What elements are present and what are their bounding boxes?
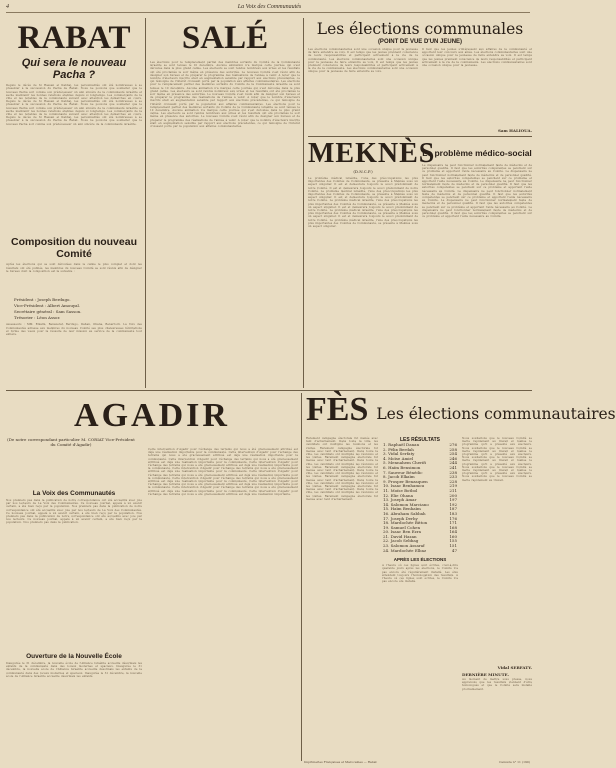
fes-col-1 <box>306 437 378 737</box>
vote-count: 187 <box>449 506 457 512</box>
agadir-section-title: La Voix des Communautés <box>32 490 116 497</box>
vote-count: 192 <box>449 501 457 507</box>
vote-count: 155 <box>449 538 457 544</box>
rabat-title: RABAT <box>17 20 131 56</box>
fes-heading: Les élections communautaires <box>376 405 616 423</box>
vote-count: 200 <box>449 492 457 498</box>
officer-line: Trésorier : Léon Assor. <box>14 315 61 321</box>
sale-body: Les élections pour le remplacement partiel des membres sortants du Comité de la Communauté israélite se sont tenues le 10 décembre. Aucune animation n'a marqué cette journée qui s'est déroulée dans le plus grand calme. Les électeurs se sont rendus nombreux aux urnes et les résultats ont été proclamés le soir même en présence des autorités. Le nouveau Comité s'est réuni afin de désigner son bureau et de préparer le programme des réalisations de l'année à venir. A noter que le nombre d'électeurs inscrits était en augmentation sensible par rapport aux élections précédentes, ce qui témoigne de l'intérêt croissant porté par la population aux affaires communautaires. Les élections pour le remplacement partiel des membres sortants du Comité de la Communauté israélite se sont tenues le 10 décembre. Aucune animation n'a marqué cette journée qui s'est déroulée dans le plus grand calme. Les électeurs se sont rendus nombreux aux urnes et les résultats ont été proclamés le soir même en présence des autorités. Le nouveau Comité s'est réuni afin de désigner son bureau et de préparer le programme des réalisations de l'année à venir. A noter que le nombre d'électeurs inscrits était en augmentation sensible par rapport aux élections précédentes, ce qui témoigne de l'intérêt croissant porté par la population aux affaires communautaires. Les élections pour le remplacement partiel des membres sortants du Comité de la Communauté israélite se sont tenues le 10 décembre. Aucune animation n'a marqué cette journée qui s'est déroulée dans le plus grand calme. Les électeurs se sont rendus nombreux aux urnes et les résultats ont été proclamés le soir même en présence des autorités. Le nouveau Comité s'est réuni afin de désigner son bureau et de préparer le programme des réalisations de l'année à venir. A noter que le nombre d'électeurs inscrits était en augmentation sensible par rapport aux élections précédentes, ce qui témoigne de l'intérêt croissant porté par la population aux affaires communautaires. <box>150 61 300 129</box>
fes-signature: Vidal SERFATY. <box>497 665 532 670</box>
candidate-name: 19. Samuel Cohen <box>383 524 421 530</box>
fes-body: Rarement campagne électorale fut menée avec tant d'acharnement. Dans toute la ville, les candidats ont multiplié les réunions et les visites. Rarement campagne électorale fut menée avec tant d'acharnement. Dans toute la ville, les candidats ont multiplié les réunions et les visites. Rarement campagne électorale fut menée avec tant d'acharnement. Dans toute la ville, les candidats ont multiplié les réunions et les visites. Rarement campagne électorale fut menée avec tant d'acharnement. Dans toute la ville, les candidats ont multiplié les réunions et les visites. Rarement campagne électorale fut menée avec tant d'acharnement. Dans toute la ville, les candidats ont multiplié les réunions et les visites. Rarement campagne électorale fut menée avec tant d'acharnement. Dans toute la ville, les candidats ont multiplié les réunions et les visites. Rarement campagne électorale fut menée avec tant d'acharnement. <box>306 437 378 501</box>
rabat-body-end: Assesseurs : MM. Elkaïm, Benazeraf, Berdugo, Dahan, Ohana, Benarroch. La Voix des Communautés adresse aux membres du nouveau Comité ses plus chaleureuses félicitations et forme des vœux pour la réussite de leur mission au service de la communauté tout entière. <box>6 323 142 336</box>
candidate-name: 7. Sauveur Bénédic <box>383 469 423 475</box>
last-minute-title: DERNIÈRE MINUTE. <box>462 672 510 677</box>
candidate-name: 9. Prosper Benzaquen <box>383 478 428 484</box>
agadir-body: Nos premiers pas dans la publication de notre correspondance ont été accueillis avec joie par nos lecteurs de La Voix des Communautés. Ce nouveau journal, appelé à un avenir certain, a été bien reçu par la population. Nos premiers pas dans la publication de notre correspondance ont été accueillis avec joie par nos lecteurs de La Voix des Communautés. Ce nouveau journal, appelé à un avenir certain, a été bien reçu par la population. Nos premiers pas dans la publication de notre correspondance ont été accueillis avec joie par nos lecteurs. Ce nouveau journal, appelé à un avenir certain, a été bien reçu par la population. Nos premiers pas dans la publication. <box>6 499 142 525</box>
medical-body: Le dispensaire ne peut fonctionner normalement faute de médecins et de personnel qualifié. Il faut que les autorités compétentes se penchent sur ce problème et apportent l'aide nécessaire au Comité. Le dispensaire ne peut fonctionner normalement faute de médecins et de personnel qualifié. Il faut que les autorités compétentes se penchent sur ce problème et apportent l'aide nécessaire au Comité. Le dispensaire ne peut fonctionner normalement faute de médecins et de personnel qualifié. Il faut que les autorités compétentes se penchent sur ce problème et apportent l'aide nécessaire au Comité. Le dispensaire ne peut fonctionner normalement faute de médecins et de personnel qualifié. Il faut que les autorités compétentes se penchent sur ce problème et apportent l'aide nécessaire au Comité. Le dispensaire ne peut fonctionner normalement faute de médecins et de personnel qualifié. Il faut que les autorités compétentes se penchent sur ce problème et apportent l'aide nécessaire au Comité. Le dispensaire ne peut fonctionner normalement faute de médecins et de personnel qualifié. Il faut que les autorités compétentes se penchent sur ce problème et apportent l'aide nécessaire au Comité. <box>422 164 532 219</box>
results-table <box>382 443 458 553</box>
candidate-name: 22. Jacob Sebbag <box>383 538 419 544</box>
printer-line: Imprimeries Françaises et Marocaines — Rabat <box>304 760 377 764</box>
candidate-name: 11. Moïse Botbol <box>383 487 418 493</box>
vote-count: 160 <box>449 533 457 539</box>
vote-count: 197 <box>449 497 457 503</box>
vote-count: 47 <box>451 547 457 553</box>
column-divider <box>145 18 146 388</box>
agadir-col-1 <box>6 490 142 760</box>
agadir-byline: (De notre correspondant particulier M. CORIAT Vice-Président du Comité d'Agadir) <box>7 437 135 447</box>
candidate-name: 13. Joseph Amar <box>383 497 417 503</box>
elections-subtitle: (POINT DE VUE D'UN JEUNE) <box>377 39 463 45</box>
fes-body: Au moment de mettre sous presse, nous apprenons que les résultats viennent d'être homologués et que le Comité sera installé prochainement. <box>462 678 532 691</box>
medical-title: Le problème médico-social <box>422 148 532 158</box>
vote-count: 233 <box>449 474 457 480</box>
candidate-name: 4. Moïse Amiel <box>383 455 414 461</box>
candidate-name: 8. Jacob Elkaïm <box>383 474 415 480</box>
candidate-name: 21. David Hazan <box>383 533 417 539</box>
censor-line: Censure n° 11 (190) <box>499 760 530 764</box>
sale-title: SALÉ <box>181 20 269 56</box>
candidate-name: 17. Joseph Derhy <box>383 515 418 521</box>
agadir-section-title: Ouverture de la Nouvelle École <box>26 653 122 660</box>
vote-count: 183 <box>449 510 457 516</box>
rabat-column <box>6 18 142 388</box>
meknes-body: Le problème médical israélite, l'une des préoccupations les plus importantes des Comités de Communauté, se présente à Meknès sous un aspect singulier. Il est et demeurera toujours le souci prédominant de notre Comité. Il est et demeurera toujours le souci prédominant de notre Comité. Le problème médical israélite, l'une des préoccupations les plus importantes des Comités de Communauté, se présente à Meknès sous un aspect singulier. Il est et demeurera toujours le souci prédominant de notre Comité. Le problème médical israélite, l'une des préoccupations les plus importantes des Comités de Communauté, se présente à Meknès sous un aspect singulier. Il est et demeurera toujours le souci prédominant de notre Comité. Le problème médical israélite, l'une des préoccupations les plus importantes des Comités de Communauté, se présente à Meknès sous un aspect singulier. Il est et demeurera toujours le souci prédominant de notre Comité. Le problème médical israélite, l'une des préoccupations les plus importantes des Comités de Communauté, se présente à Meknès sous un aspect singulier. <box>308 177 418 229</box>
officer-line: Vice-Président : Albert Amouyal. <box>14 303 81 309</box>
vote-count: 219 <box>449 483 457 489</box>
meknes-column <box>308 138 436 388</box>
candidate-name: 5. Mennahem Cherifi <box>383 460 426 466</box>
vote-count: 228 <box>449 478 457 484</box>
composition-title: Composition du nouveau Comité <box>11 236 137 261</box>
candidate-name: 10. Isaac Benhamou <box>383 483 425 489</box>
vote-count: 211 <box>449 487 457 493</box>
meknes-tag: (D.N.C.P.) <box>353 169 373 174</box>
publication-name: La Voix des Communautés <box>237 4 302 10</box>
elections-block <box>308 18 532 134</box>
candidate-name: 14. Salomon Marciano <box>383 501 429 507</box>
results-row <box>382 549 458 554</box>
candidate-name: 24. Mardochée Elbaz <box>383 547 427 553</box>
vote-count: 151 <box>449 543 457 549</box>
vote-count: 164 <box>449 529 457 535</box>
rabat-body: Depuis le décès de Si Hassan el Kabbaj, les personnalités ont été nombreuses à se présenter à la succession du Pacha de Rabat. Nous ne pouvons que souhaiter que le nouveau Pacha soit comme son prédécesseur un ami sincère de la communauté israélite et sache maintenir les bonnes relations établies depuis si longtemps. Les commerçants de la ville et les notables de la communauté suivent avec attention les démarches en cours. Depuis le décès de Si Hassan el Kabbaj, les personnalités ont été nombreuses à se présenter à la succession du Pacha de Rabat. Nous ne pouvons que souhaiter que le nouveau Pacha soit comme son prédécesseur un ami sincère de la communauté israélite et sache maintenir les bonnes relations établies depuis si longtemps. Les commerçants de la ville et les notables de la communauté suivent avec attention les démarches en cours. Depuis le décès de Si Hassan el Kabbaj, les personnalités ont été nombreuses à se présenter à la succession du Pacha de Rabat. Nous ne pouvons que souhaiter que le nouveau Pacha soit comme son prédécesseur un ami sincère de la communauté israélite. <box>6 84 142 126</box>
candidate-name: 15. Haïm Benhaïm <box>383 506 421 512</box>
results-title: LES RÉSULTATS <box>400 437 440 443</box>
vote-count: 168 <box>449 524 457 530</box>
after-elections-title: APRÈS LES ÉLECTIONS <box>393 557 447 563</box>
column-divider <box>301 393 302 761</box>
fes-header <box>306 391 616 433</box>
elections-title: Les élections communales <box>316 20 524 38</box>
fes-body: A l'heure où ces lignes sont écrites, c'est-à-dire quarante jours après les élections, le Comité n'a pas encore été régulièrement installé. Les élus attendent toujours l'homologation des résultats. A l'heure où ces lignes sont écrites, le Comité n'a pas encore été installé. <box>382 564 458 584</box>
candidate-name: 23. Salomon Assaraf <box>383 543 425 549</box>
vote-count: 176 <box>449 515 457 521</box>
fes-title: FÈS <box>306 391 369 428</box>
vote-count: 254 <box>449 451 457 457</box>
section-divider <box>308 136 532 137</box>
officers-list <box>6 297 142 321</box>
elections-body: Les élections communautaires sont une occasion unique pour la jeunesse de faire entendre sa voix. Il est temps que les jeunes prennent conscience de leurs responsabilités et participent activement à la vie de la communauté. Les élections communautaires sont une occasion unique pour la jeunesse de faire entendre sa voix. Il est temps que les jeunes prennent conscience de leurs responsabilités et participent activement à la vie de la communauté. Les élections communautaires sont une occasion unique pour la jeunesse de faire entendre sa voix. <box>308 48 418 74</box>
fes-body: Nous souhaitons que le nouveau Comité se mette rapidement au travail et réalise le programme qu'il a présenté aux électeurs. Nous souhaitons que le nouveau Comité se mette rapidement au travail et réalise le programme qu'il a présenté aux électeurs. Nous souhaitons que le nouveau Comité se mette rapidement au travail et réalise le programme qu'il a présenté aux électeurs. Nous souhaitons que le nouveau Comité se mette rapidement au travail et réalise le programme qu'il a présenté aux électeurs. Nous souhaitons que le nouveau Comité se mette rapidement au travail. <box>462 437 532 482</box>
vote-count: 244 <box>449 460 457 466</box>
candidate-name: 1. Raphaël Danan <box>383 442 420 447</box>
column-divider <box>303 18 304 388</box>
fes-col-3 <box>462 437 532 737</box>
vote-count: 171 <box>449 520 457 526</box>
page-footer <box>304 760 530 764</box>
section-divider <box>6 390 532 391</box>
candidate-name: 18. Mardochée Bitton <box>383 520 428 526</box>
candidate-name: 20. Isaac Ben Ezra <box>383 529 422 535</box>
agadir-title: AGADIR <box>74 397 230 434</box>
candidate-name: 2. Félix Berdah <box>383 446 414 452</box>
agadir-col-2 <box>148 448 298 760</box>
medical-column <box>422 138 532 388</box>
agadir-body: Cette intervention d'Agadir pour l'échange des terrains qui nous a été gracieusement attribué est déjà une réalisation importante pour la communauté. Cette intervention d'Agadir pour l'échange des terrains qui nous a été gracieusement attribué est déjà une réalisation importante pour la communauté. Cette intervention d'Agadir pour l'échange des terrains qui nous a été gracieusement attribué est déjà une réalisation importante pour la communauté. Cette intervention d'Agadir pour l'échange des terrains qui nous a été gracieusement attribué est déjà une réalisation importante pour la communauté. Cette intervention d'Agadir pour l'échange des terrains qui nous a été gracieusement attribué est déjà une réalisation importante pour la communauté. Cette intervention d'Agadir pour l'échange des terrains qui nous a été gracieusement attribué est déjà une réalisation importante pour la communauté. Cette intervention d'Agadir pour l'échange des terrains qui nous a été gracieusement attribué est déjà une réalisation importante pour la communauté. Cette intervention d'Agadir pour l'échange des terrains qui nous a été gracieusement attribué est déjà une réalisation importante pour la communauté. Cette intervention d'Agadir pour l'échange des terrains qui nous a été gracieusement attribué est déjà une réalisation importante pour la communauté. Cette intervention d'Agadir pour l'échange des terrains qui nous a été gracieusement attribué est déjà une réalisation importante. <box>148 448 298 496</box>
page-header <box>6 4 530 13</box>
vote-count: 276 <box>449 442 457 447</box>
elections-body: Il faut que les jeunes s'intéressent aux affaires de la communauté et apportent leur concours aux aînés. Les élections communautaires sont une occasion unique pour la jeunesse de faire entendre sa voix. Il est temps que les jeunes prennent conscience de leurs responsabilités et participent activement à la vie de la communauté. Les élections communautaires sont une occasion unique pour la jeunesse. <box>422 48 532 68</box>
composition-body: Après les élections qui se sont déroulées dans le calme le plus complet et dont les résultats ont été publiés, les membres du nouveau Comité se sont réunis afin de désigner le bureau dont la composition est la suivante : <box>6 263 142 273</box>
vote-count: 238 <box>449 469 457 475</box>
vote-count: 246 <box>449 455 457 461</box>
candidate-name: 12. Elie Ohana <box>383 492 413 498</box>
sale-column <box>150 18 300 388</box>
fes-results-column <box>382 437 458 737</box>
elections-signature: Sam HALIOUA. <box>497 128 532 133</box>
page-number: 4 <box>6 4 9 10</box>
vote-count: 241 <box>449 464 457 470</box>
candidate-name: 6. Haïm Bensimon <box>383 464 421 470</box>
meknes-title: MEKNÈS <box>308 138 436 169</box>
vote-count: 258 <box>449 446 457 452</box>
officer-line: Président : Joseph Berdugo. <box>14 297 71 303</box>
candidate-name: 16. Abraham Sabbah <box>383 510 426 516</box>
agadir-body: Inaugurée le 31 décembre, la nouvelle école de l'Alliance Israélite accueille désormais les enfants de la communauté dans des locaux modernes et spacieux. Inaugurée le 31 décembre, la nouvelle école de l'Alliance Israélite accueille désormais les enfants de la communauté dans des locaux modernes et spacieux. Inaugurée le 31 décembre, la nouvelle école de l'Alliance Israélite accueille désormais les enfants. <box>6 662 142 678</box>
candidate-name: 3. Vidal Serfaty <box>383 451 415 457</box>
officer-line: Secrétaire général : Sam Sasson. <box>14 309 82 315</box>
rabat-subtitle: Qui sera le nouveau Pacha ? <box>21 57 127 82</box>
